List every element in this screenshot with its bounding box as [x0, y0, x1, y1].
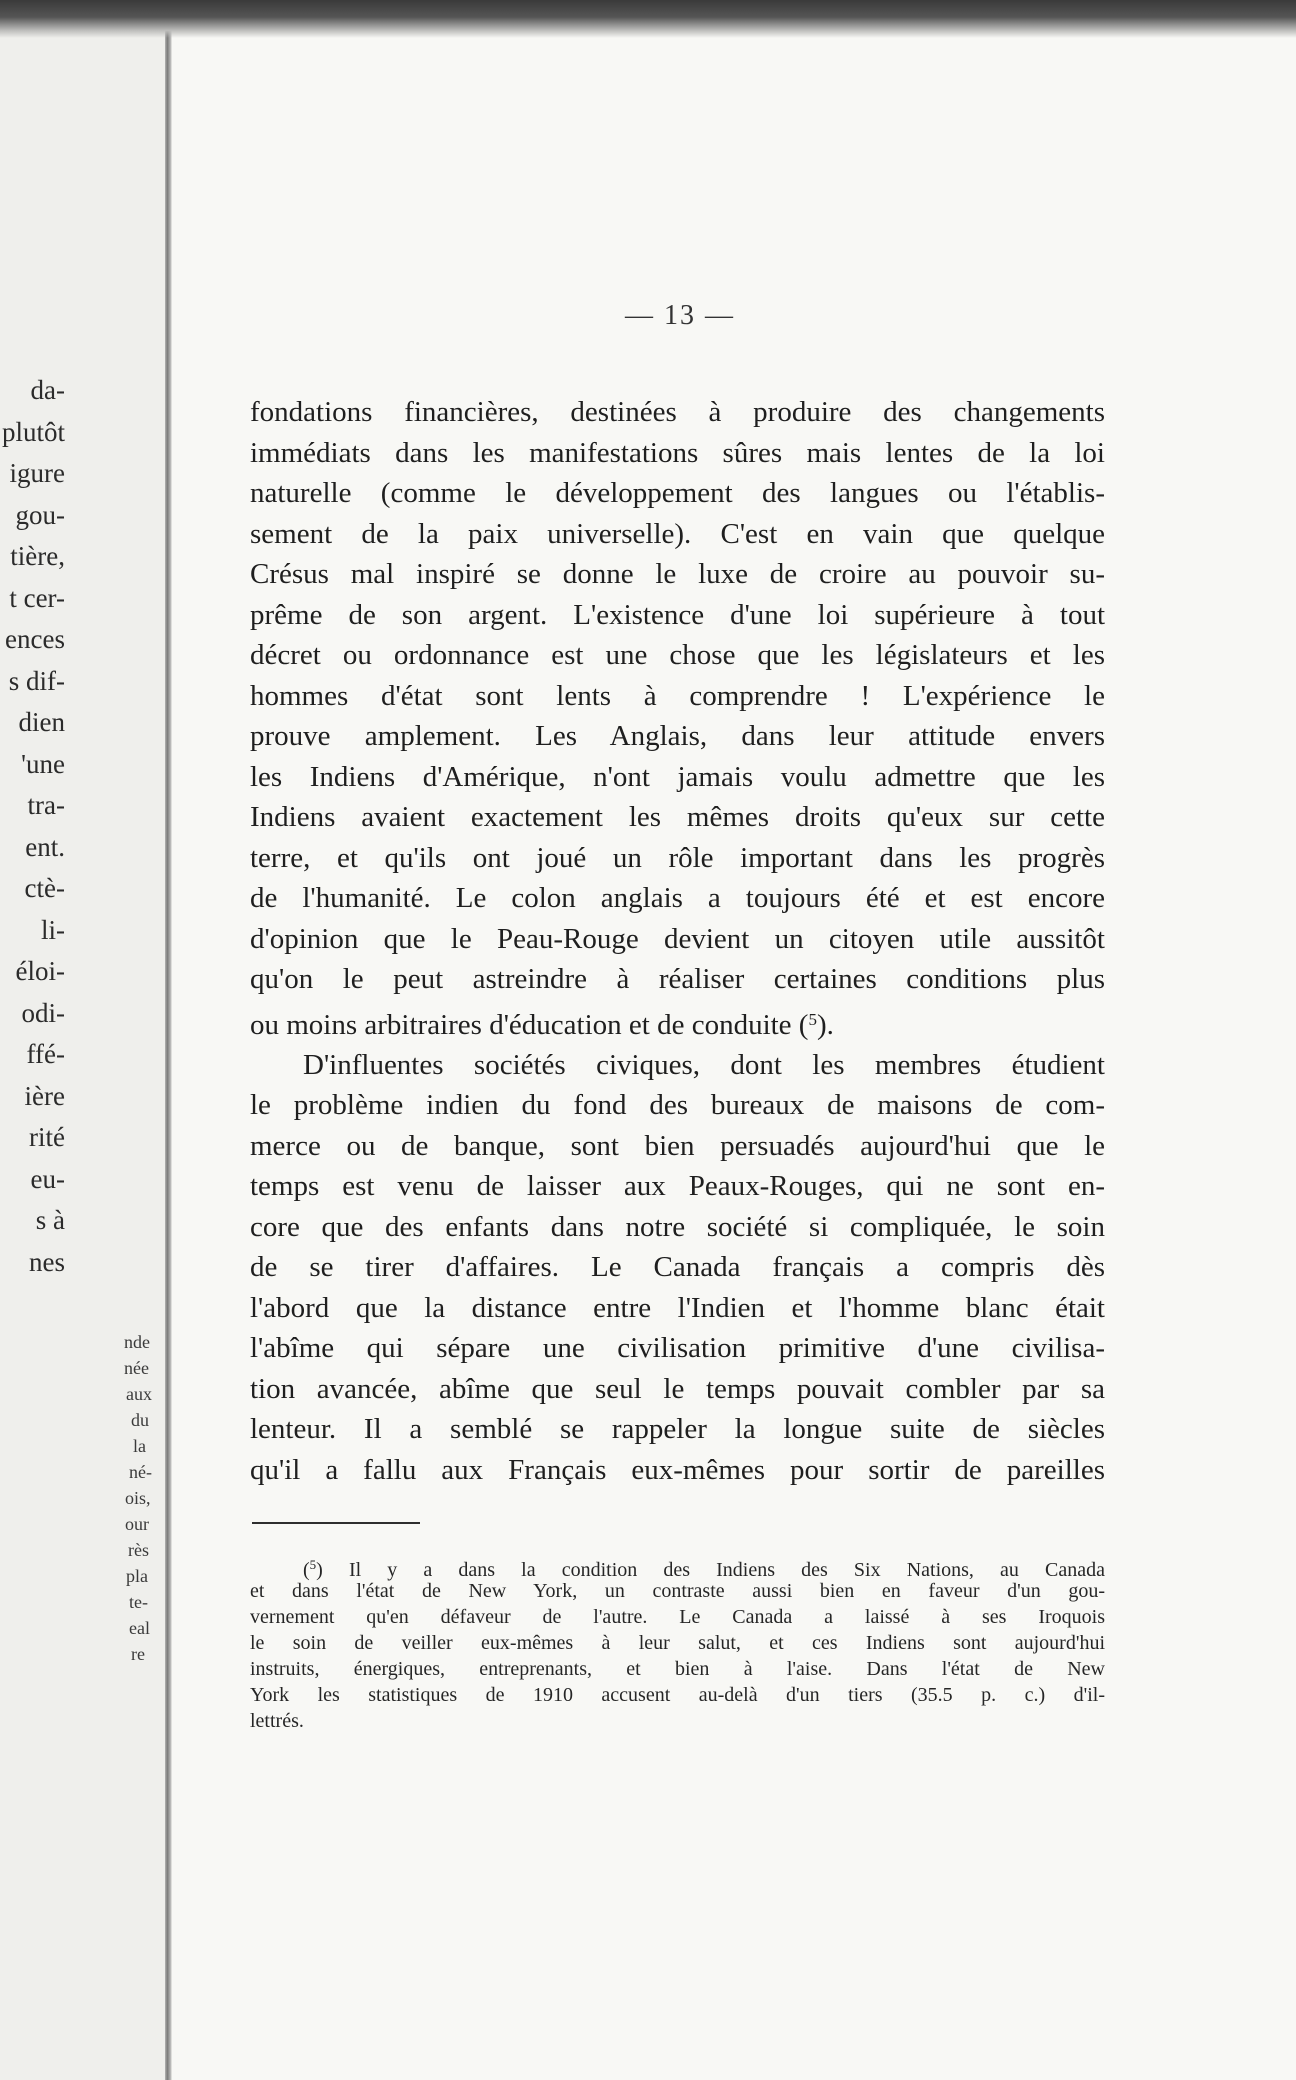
footnote-line: et dans l'état de New York, un contraste aussi bien en faveur d'un gou-	[250, 1580, 1105, 1602]
left-footnote-fragment: la	[133, 1436, 146, 1456]
body-text-line: de l'humanité. Le colon anglais a toujours été et est encore	[250, 882, 1105, 914]
body-text-line: lenteur. Il a semblé se rappeler la longue suite de siècles	[250, 1413, 1105, 1445]
body-text-line: fondations financières, destinées à produire des changements	[250, 396, 1105, 428]
left-page-fragment: igure	[9, 458, 65, 488]
left-footnote-fragment: née	[124, 1358, 149, 1378]
footnote-line: lettrés.	[250, 1710, 304, 1732]
body-text-line: sement de la paix universelle). C'est en vain que quelque	[250, 518, 1105, 550]
body-text-line: l'abord que la distance entre l'Indien et l'homme blanc était	[250, 1292, 1105, 1324]
left-page-fragment: ffé-	[26, 1039, 65, 1069]
footnote-reference: 5	[808, 1010, 817, 1029]
body-text-line: qu'il a fallu aux Français eux-mêmes pour sortir de pareilles	[250, 1454, 1105, 1486]
left-page-fragment: tière,	[10, 541, 65, 571]
footnote-line: vernement qu'en défaveur de l'autre. Le Canada a laissé à ses Iroquois	[250, 1606, 1105, 1628]
footnote-open-paren: (	[303, 1559, 310, 1581]
body-text-line: l'abîme qui sépare une civilisation primitive d'une civilisa-	[250, 1332, 1105, 1364]
footnote-line: le soin de veiller eux-mêmes à leur salut, et ces Indiens sont aujourd'hui	[250, 1632, 1105, 1654]
left-footnote-fragment: re	[131, 1644, 145, 1664]
left-page-edge	[0, 30, 165, 2080]
body-text-line: Indiens avaient exactement les mêmes droits qu'eux sur cette	[250, 801, 1105, 833]
body-text-line: prême de son argent. L'existence d'une loi supérieure à tout	[250, 599, 1105, 631]
left-page-fragment: ière	[24, 1081, 65, 1111]
body-text-line: de se tirer d'affaires. Le Canada français a compris dès	[250, 1251, 1105, 1283]
scan-top-edge	[0, 0, 1296, 38]
left-footnote-fragment: ois,	[125, 1488, 151, 1508]
body-text-line: naturelle (comme le développement des langues ou l'établis-	[250, 477, 1105, 509]
body-text-line: d'opinion que le Peau-Rouge devient un citoyen utile aussitôt	[250, 923, 1105, 955]
body-text-line: D'influentes sociétés civiques, dont les membres étudient	[303, 1049, 1105, 1081]
body-text-segment: ).	[816, 1009, 834, 1041]
left-footnote-fragment: aux	[126, 1384, 152, 1404]
footnote-separator	[252, 1522, 420, 1524]
footnote-marker: 5	[309, 1557, 317, 1572]
left-page-fragment: s dif-	[8, 666, 65, 696]
left-footnote-fragment: te-	[129, 1592, 148, 1612]
body-text-line: temps est venu de laisser aux Peaux-Rouges, qui ne sont en-	[250, 1170, 1105, 1202]
left-page-fragment: odi-	[21, 998, 65, 1028]
left-page-fragment: plutôt	[1, 417, 65, 447]
left-page-fragment: s à	[35, 1205, 65, 1235]
left-footnote-fragment: nde	[124, 1332, 150, 1352]
footnote-line: instruits, énergiques, entreprenants, et bien à l'aise. Dans l'état de New	[250, 1658, 1105, 1680]
left-page-fragment: nes	[29, 1247, 65, 1277]
left-page-fragment: eu-	[30, 1164, 65, 1194]
left-page-fragment: da-	[30, 375, 65, 405]
left-page-fragment: ent.	[25, 832, 65, 862]
left-page-fragment: ences	[5, 624, 65, 654]
body-text-line: qu'on le peut astreindre à réaliser certaines conditions plus	[250, 963, 1105, 995]
body-text-line: merce ou de banque, sont bien persuadés aujourd'hui que le	[250, 1130, 1105, 1162]
footnote-line: York les statistiques de 1910 accusent au-delà d'un tiers (35.5 p. c.) d'il-	[250, 1684, 1105, 1706]
left-page-fragment: 'une	[21, 749, 65, 779]
left-page-fragment: ctè-	[24, 873, 65, 903]
left-footnote-fragment: rès	[128, 1540, 149, 1560]
left-footnote-fragment: né-	[129, 1462, 152, 1482]
left-footnote-fragment: eal	[129, 1618, 150, 1638]
body-text-line: les Indiens d'Amérique, n'ont jamais voulu admettre que les	[250, 761, 1105, 793]
body-text-segment: ou moins arbitraires d'éducation et de conduite (	[250, 1009, 809, 1041]
body-text-line: tion avancée, abîme que seul le temps pouvait combler par sa	[250, 1373, 1105, 1405]
body-text-line: le problème indien du fond des bureaux de maisons de com-	[250, 1089, 1105, 1121]
footnote-text: ) Il y a dans la condition des Indiens des Six Nations, au Canada	[316, 1559, 1105, 1581]
page-number: — 13 —	[625, 300, 735, 331]
left-page-fragment: dien	[18, 707, 65, 737]
body-text-line: Crésus mal inspiré se donne le luxe de croire au pouvoir su-	[250, 558, 1105, 590]
left-footnote-fragment: pla	[126, 1566, 148, 1586]
left-footnote-fragment: du	[131, 1410, 149, 1430]
body-text-line: core que des enfants dans notre société si compliquée, le soin	[250, 1211, 1105, 1243]
left-footnote-fragment: our	[125, 1514, 149, 1534]
left-page-fragment: rité	[29, 1122, 65, 1152]
left-page-fragment: éloi-	[15, 956, 65, 986]
left-page-fragment: gou-	[15, 500, 65, 530]
left-page-fragment: li-	[41, 915, 65, 945]
body-text-line: hommes d'état sont lents à comprendre ! L'expérience le	[250, 680, 1105, 712]
body-text-line: immédiats dans les manifestations sûres mais lentes de la loi	[250, 437, 1105, 469]
left-page-fragment: t cer-	[9, 583, 65, 613]
body-text-line: prouve amplement. Les Anglais, dans leur attitude envers	[250, 720, 1105, 752]
body-text-line: terre, et qu'ils ont joué un rôle important dans les progrès	[250, 842, 1105, 874]
body-text-line-with-note	[250, 1000, 1105, 1045]
book-gutter	[165, 30, 171, 2080]
left-page-fragment: tra-	[27, 790, 65, 820]
body-text-line: décret ou ordonnance est une chose que les législateurs et les	[250, 639, 1105, 671]
